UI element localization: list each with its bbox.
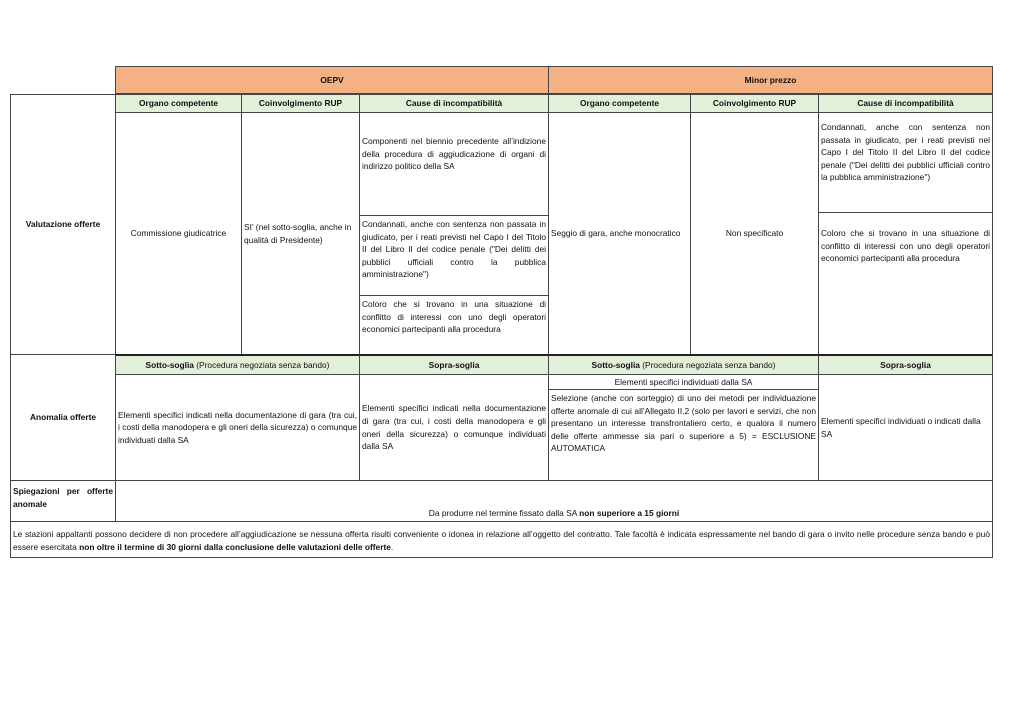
mp-sotto-soglia-rest: (Procedura negoziata senza bando) — [639, 359, 776, 370]
mp-sotto-soglia-bold: Sotto-soglia — [591, 359, 640, 370]
oepv-cause-1: Componenti nel biennio precedente all’indizione della procedura di aggiudicazione di organi di indirizzo politico della SA — [359, 112, 549, 216]
col-organo-mp: Organo competente — [548, 94, 691, 113]
mp-rup: Non specificato — [690, 112, 819, 355]
oepv-sotto-soglia-rest: (Procedura negoziata senza bando) — [193, 359, 330, 370]
oepv-rup-text: SI’ (nel sotto-soglia, anche in qualità di Presidente) — [244, 221, 352, 245]
footer-text-bold: non oltre il termine di 30 giorni dalla conclusione delle valutazioni delle offerte — [79, 541, 391, 552]
row-label-valutazione: Valutazione offerte — [10, 94, 116, 355]
oepv-sopra-text-content: Elementi specifici indicati nella documentazione di gara (tra cui, i costi della manodopera e gli oneri della sicurezza) o comunque individuati dalla SA — [362, 403, 546, 452]
footer-note — [10, 521, 993, 558]
oepv-sotto-text — [115, 374, 360, 481]
mp-sopra-text-content: Elementi specifici individuati o indicati dalla SA — [821, 415, 981, 439]
oepv-organo: Commissione giudicatrice — [115, 112, 242, 355]
oepv-sotto-soglia-bold: Sotto-soglia — [145, 359, 194, 370]
col-cause-mp: Cause di incompatibilità — [818, 94, 993, 113]
footer-text-pre: Le stazioni appaltanti possono decidere di non procedere all’aggiudicazione se nessuna offerta risulti conveniente o idonea in relazione all’oggetto del contratto. Tale facoltà è indicata espressamente nel bando di gara o invito nelle procedure senza bando e può essere esercitata — [13, 529, 990, 552]
header-oepv-label: OEPV — [320, 74, 344, 85]
mp-sotto-soglia-header — [548, 354, 819, 375]
oepv-cause-2: Condannati, anche con sentenza non passata in giudicato, per i reati previsti nel Capo I del Titolo II del Libro II del codice penale ("Dei delitti dei pubblici ufficiali contro la pubblica amministrazione") — [359, 215, 549, 296]
col-rup-mp: Coinvolgimento RUP — [690, 94, 819, 113]
row-label-spiegazioni: Spiegazioni per offerte anomale — [10, 480, 116, 522]
mp-organo-text: Seggio di gara, anche monocratico — [551, 228, 681, 239]
mp-cause-1: Condannati, anche con sentenza non passata in giudicato, per i reati previsti nel Capo I del Titolo II del Libro II del codice penale ("Dei delitti dei pubblici ufficiali contro la pubblica amministrazione") — [818, 112, 993, 213]
mp-sotto-sub: Elementi specifici individuati dalla SA — [548, 374, 819, 390]
spiegazioni-text — [115, 480, 993, 522]
oepv-sotto-text-content: Elementi specifici indicati nella documentazione di gara (tra cui, i costi della manodopera e gli oneri della sicurezza) o comunque individuati dalla SA — [118, 409, 357, 445]
header-oepv — [115, 66, 549, 94]
oepv-sopra-text — [359, 374, 549, 481]
spiegazioni-text-bold: non superiore a 15 giorni — [579, 508, 680, 518]
col-rup-oepv: Coinvolgimento RUP — [241, 94, 360, 113]
oepv-cause-3: Coloro che si trovano in una situazione di conflitto di interessi con uno degli operatori economici partecipanti alla procedura — [359, 295, 549, 355]
col-organo-oepv: Organo competente — [115, 94, 242, 113]
mp-organo — [548, 112, 691, 355]
col-cause-oepv: Cause di incompatibilità — [359, 94, 549, 113]
oepv-sotto-soglia-header — [115, 354, 360, 375]
oepv-rup — [241, 112, 360, 355]
spiegazioni-text-pre: Da produrre nel termine fissato dalla SA — [428, 508, 580, 518]
mp-sopra-text — [818, 374, 993, 481]
footer-text-post: . — [390, 541, 394, 552]
mp-sotto-text: Selezione (anche con sorteggio) di uno dei metodi per individuazione offerte anomale di cui all’Allegato II.2 (solo per lavori e servizi, che non presentano un interesse transfrontaliero certo, e qualora il numero delle offerte ammesse sia pari o superiore a 5) = ESCLUSIONE AUTOMATICA — [548, 389, 819, 481]
header-minor-prezzo — [548, 66, 993, 94]
mp-sopra-soglia-header: Sopra-soglia — [818, 354, 993, 375]
oepv-sopra-soglia-header: Sopra-soglia — [359, 354, 549, 375]
row-label-anomalia: Anomalia offerte — [10, 354, 116, 481]
header-minor-prezzo-label: Minor prezzo — [744, 74, 797, 85]
mp-cause-2: Coloro che si trovano in una situazione di conflitto di interessi con uno degli operatori economici partecipanti alla procedura — [818, 212, 993, 355]
